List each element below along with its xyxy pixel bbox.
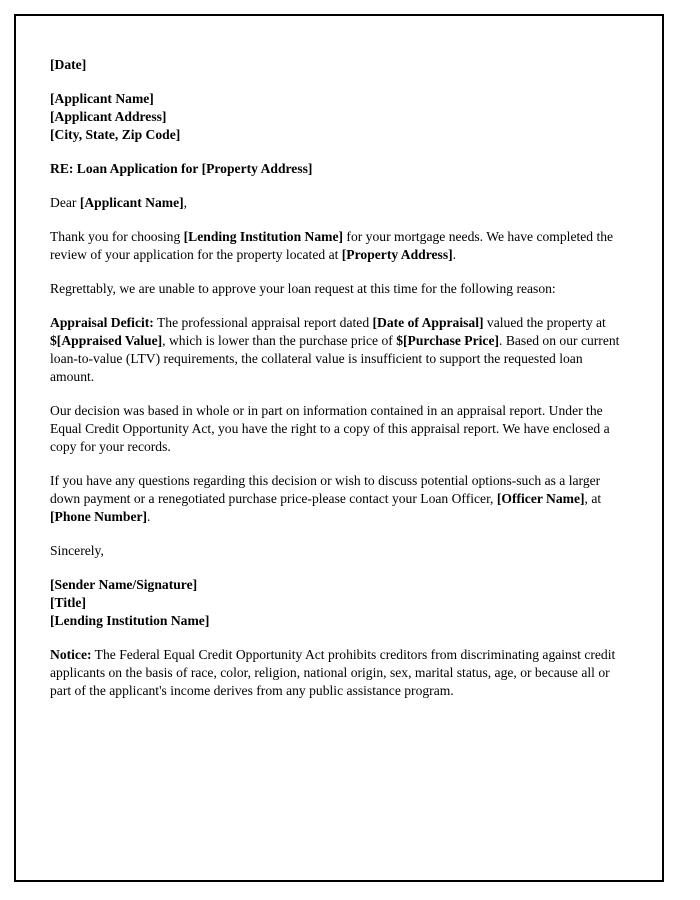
paragraph-decision: Our decision was based in whole or in part on information contained in an appraisal report. Under the Equal Credit Opportunity Act, you have the right to a copy of this appraisal report. We have enclosed a copy for your records.	[50, 403, 610, 454]
appraisal-text-4: . Based on our current loan-to-value (LTV) requirements, the collateral value is insufficient to support the requested loan amount.	[50, 333, 620, 384]
questions-text-3: .	[147, 509, 151, 524]
recipient-address-block	[50, 90, 628, 144]
property-address-placeholder: [Property Address]	[341, 247, 453, 262]
questions-text-1: If you have any questions regarding this decision or wish to discuss potential options-such as a larger down payment or a renegotiated purchase price-please contact your Loan Officer,	[50, 473, 601, 506]
appraisal-text-1: The professional appraisal report dated	[153, 315, 373, 330]
greeting-name-placeholder: [Applicant Name]	[79, 195, 184, 210]
closing-line: Sincerely,	[50, 543, 104, 558]
questions-text-2: , at	[584, 491, 602, 506]
subject-line: RE: Loan Application for [Property Address]	[50, 161, 313, 176]
sender-title-placeholder: [Title]	[50, 595, 86, 610]
paragraph-appraisal	[50, 314, 628, 386]
greeting-post: ,	[183, 195, 188, 210]
date-of-appraisal-placeholder: [Date of Appraisal]	[372, 315, 484, 330]
sender-institution-placeholder: [Lending Institution Name]	[50, 613, 210, 628]
signature-block	[50, 576, 628, 630]
thanks-text-2: for your mortgage needs. We have completed the review of your application for the property located at	[50, 229, 614, 262]
officer-name-placeholder: [Officer Name]	[496, 491, 585, 506]
recipient-address: [Applicant Address]	[50, 109, 167, 124]
letter-page	[14, 14, 664, 882]
greeting-line	[50, 194, 628, 212]
recipient-name: [Applicant Name]	[50, 91, 154, 106]
purchase-price-placeholder: $[Purchase Price]	[396, 333, 500, 348]
greeting-pre: Dear	[50, 195, 80, 210]
paragraph-notice	[50, 646, 628, 700]
lending-institution-placeholder: [Lending Institution Name]	[183, 229, 344, 244]
appraisal-text-2: valued the property at	[483, 315, 606, 330]
thanks-text-3: .	[452, 247, 457, 262]
notice-text: The Federal Equal Credit Opportunity Act prohibits creditors from discriminating against credit applicants on the basis of race, color, religion, national origin, sex, marital status, age, or because all or part of the applicant's income derives from any public assistance program.	[50, 647, 616, 698]
date-line	[50, 56, 628, 74]
appraisal-deficit-label: Appraisal Deficit:	[50, 315, 154, 330]
appraised-value-placeholder: $[Appraised Value]	[50, 333, 163, 348]
paragraph-questions	[50, 472, 628, 526]
paragraph-regret: Regrettably, we are unable to approve your loan request at this time for the following reason:	[50, 281, 556, 296]
recipient-city-state-zip: [City, State, Zip Code]	[50, 127, 181, 142]
date-placeholder: [Date]	[50, 57, 87, 72]
notice-label: Notice:	[50, 647, 92, 662]
sender-name-placeholder: [Sender Name/Signature]	[50, 577, 198, 592]
thanks-text-1: Thank you for choosing	[50, 229, 184, 244]
phone-number-placeholder: [Phone Number]	[50, 509, 148, 524]
paragraph-thanks	[50, 228, 628, 264]
appraisal-text-3: , which is lower than the purchase price of	[162, 333, 397, 348]
